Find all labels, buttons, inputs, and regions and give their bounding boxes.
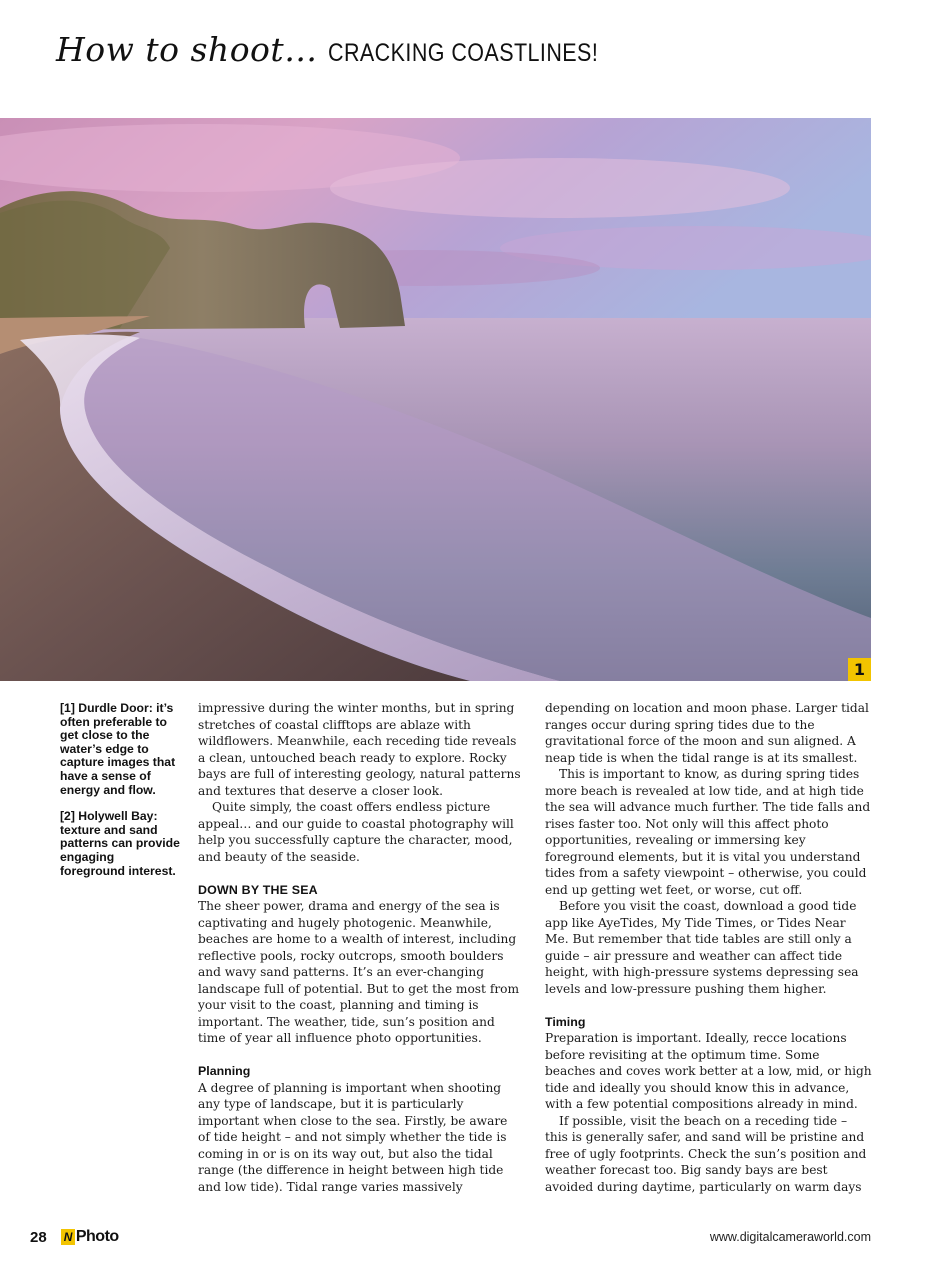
article-headline: CRACKING COASTLINES! — [327, 39, 598, 67]
paragraph: Preparation is important. Ideally, recce locations before revisiting at the optimum time. Some beaches and coves work better at a low, mid, or high tide and ideally you should know this in advance, with a few potential compositions already in mind. — [545, 1031, 872, 1111]
website-url: www.digitalcameraworld.com — [709, 1230, 871, 1244]
paragraph: depending on location and moon phase. Larger tidal ranges occur during spring tides due to the gravitational force of the moon and sun aligned. A neap tide is when the tidal range is at its smallest. — [545, 701, 869, 765]
logo-text: Photo — [75, 1228, 119, 1245]
paragraph: A degree of planning is important when shooting any type of landscape, but it is particularly important when close to the sea. Firstly, be aware of tide height – and not simply whether the tide is coming in or is on its way out, but also the tidal range (the difference in height between high tide and low tide). Tidal range varies massively — [198, 1080, 508, 1194]
hero-photo-image — [0, 118, 871, 681]
script-title: How to shoot… — [56, 30, 318, 69]
page-number: 28 — [30, 1228, 47, 1246]
magazine-logo — [61, 1228, 119, 1246]
section-heading-timing: Timing — [545, 1014, 586, 1029]
caption-2: [2] Holywell Bay: texture and sand patterns can provide engaging foreground interest. — [60, 809, 180, 878]
article-column-2 — [545, 700, 872, 1195]
paragraph: The sheer power, drama and energy of the sea is captivating and hugely photogenic. Meanwhile, beaches are home to a wealth of interest, including reflective pools, rocky outcrops, smooth boulders and wavy sand patterns. It’s an ever-changing landscape full of potential. But to get the most from your visit to the coast, planning and timing is important. The weather, tide, sun’s position and time of year all influence photo opportunities. — [198, 899, 520, 1045]
paragraph: Before you visit the coast, download a good tide app like AyeTides, My Tide Times, or Tides Near Me. But remember that tide tables are still only a guide – air pressure and weather can affect tide height, with high-pressure systems depressing sea levels and low-pressure pushing them higher. — [545, 899, 859, 996]
paragraph: This is important to know, as during spring tides more beach is revealed at low tide, and at high tide the sea will advance much further. The tide falls and rises faster too. Not only will this affect photo opportunities, revealing or immersing key foreground elements, but it is vital you understand tides from a safety viewpoint – otherwise, you could end up getting wet feet, or worse, cut off. — [545, 767, 871, 897]
page-header — [56, 30, 642, 74]
paragraph: impressive during the winter months, but in spring stretches of coastal clifftops are ablaze with wildflowers. Meanwhile, each receding tide reveals a clean, untouched beach ready to explore. Rocky bays are full of interesting geology, natural patterns and textures that deserve a closer look. — [198, 701, 521, 798]
article-column-1 — [198, 700, 522, 1195]
page-footer-left — [30, 1226, 119, 1248]
paragraph: Quite simply, the coast offers endless picture appeal… and our guide to coastal photography will help you successfully capture the character, mood, and beauty of the seaside. — [198, 800, 514, 864]
photo-captions — [60, 702, 182, 891]
caption-1: [1] Durdle Door: it’s often preferable to get close to the water’s edge to capture images that have a sense of energy and flow. — [60, 701, 176, 797]
section-heading-planning: Planning — [198, 1064, 251, 1078]
section-heading-down-by-the-sea: DOWN BY THE SEA — [198, 882, 318, 897]
paragraph: If possible, visit the beach on a receding tide – this is generally safer, and sand will be pristine and free of ugly footprints. Check the sun’s position and weather forecast too. Big sandy bays are best avoided during daytime, particularly on warm days — [545, 1113, 867, 1194]
hero-photo-durdle-door — [0, 118, 871, 681]
logo-n-mark: N — [61, 1229, 75, 1245]
photo-number-badge: 1 — [848, 658, 871, 681]
